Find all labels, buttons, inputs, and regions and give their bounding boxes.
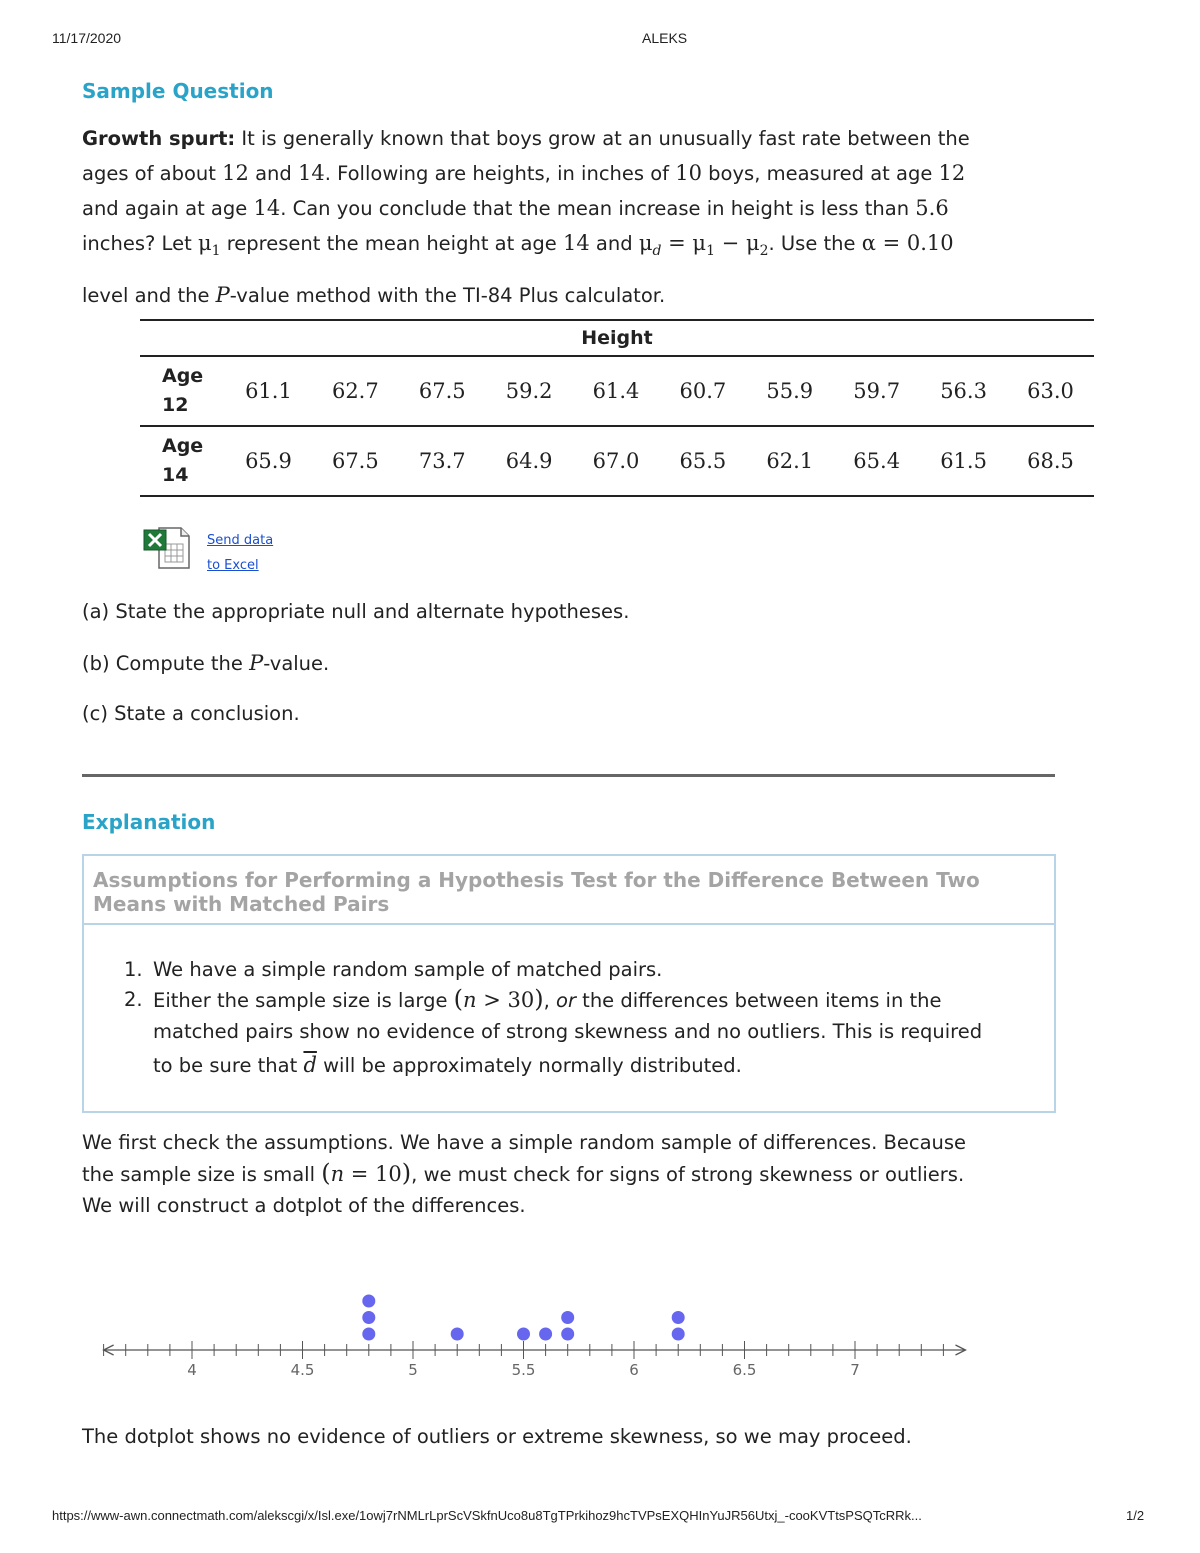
- assumptions-box-header: [84, 856, 1054, 925]
- d-bar-symbol: $\overline{d}$: [303, 1053, 317, 1077]
- tick-label: 4: [187, 1361, 197, 1379]
- data-point: [517, 1328, 530, 1341]
- question-line-4: inches? Let $\mu_1$ represent the mean height at age 14 and $\mu_d = \mu_1 - \mu_2$. Use the α = 0.10: [82, 231, 954, 259]
- data-point: [362, 1295, 375, 1308]
- question-b: (b) Compute the P-value.: [82, 651, 330, 675]
- list-item: We have a simple random sample of matched pairs.: [153, 958, 663, 981]
- assumption-check-paragraph: We first check the assumptions. We have a simple random sample of differences. Because the sample size is small (n = 10), we must check for signs of strong skewness or outliers. We will construct a dotplot of the differences.: [82, 1131, 967, 1217]
- height-table: [140, 319, 1094, 497]
- tick-label: 4.5: [290, 1361, 315, 1379]
- table-cell: 65.5: [659, 426, 746, 496]
- table-cell: 64.9: [486, 426, 573, 496]
- table-cell: 59.2: [486, 356, 573, 426]
- print-date: 11/17/2020: [52, 30, 122, 46]
- table-row: [140, 356, 1094, 426]
- section-divider: [82, 774, 1055, 777]
- table-cell: 62.1: [746, 426, 833, 496]
- row-label: Age 14: [140, 426, 225, 496]
- sample-question-heading: Sample Question: [82, 79, 274, 103]
- data-point: [362, 1311, 375, 1324]
- data-point: [539, 1328, 552, 1341]
- list-number: 1.: [124, 958, 143, 981]
- data-point: [561, 1328, 574, 1341]
- table-cell: 61.5: [920, 426, 1007, 496]
- table-cell: 61.4: [573, 356, 660, 426]
- table-cell: 68.5: [1007, 426, 1094, 496]
- question-line-5: level and the P-value method with the TI-84 Plus calculator.: [82, 283, 666, 307]
- data-point: [672, 1311, 685, 1324]
- table-cell: 55.9: [746, 356, 833, 426]
- table-cell: 62.7: [312, 356, 399, 426]
- question-text: [82, 122, 1052, 313]
- table-cell: 61.1: [225, 356, 312, 426]
- question-line-1: Growth spurt: It is generally known that boys grow at an unusually fast rate between the: [82, 127, 970, 150]
- table-cell: 60.7: [659, 356, 746, 426]
- question-label: Growth spurt:: [82, 127, 236, 150]
- question-c: (c) State a conclusion.: [82, 702, 300, 725]
- assumptions-box: [82, 854, 1056, 1113]
- tick-label: 5.5: [511, 1361, 536, 1379]
- dotplot-conclusion: The dotplot shows no evidence of outliers or extreme skewness, so we may proceed.: [82, 1425, 912, 1448]
- data-point: [561, 1311, 574, 1324]
- list-item: Either the sample size is large (n > 30), or the differences between items in the matched pairs show no evidence of strong skewness and no outliers. This is required to be sure that $\overline{d}$ will be approximately normally distributed.: [153, 985, 983, 1077]
- tick-label: 6: [629, 1361, 639, 1379]
- print-title: ALEKS: [642, 30, 688, 46]
- table-cell: 63.0: [1007, 356, 1094, 426]
- footer-page: 1/2: [1126, 1508, 1145, 1523]
- table-cell: 67.5: [312, 426, 399, 496]
- table-cell: 65.9: [225, 426, 312, 496]
- table-cell: 56.3: [920, 356, 1007, 426]
- table-cell: 67.0: [573, 426, 660, 496]
- list-number: 2.: [124, 988, 143, 1011]
- question-a: (a) State the appropriate null and alternate hypotheses.: [82, 600, 630, 623]
- explanation-heading: Explanation: [82, 810, 216, 834]
- tick-label: 5: [408, 1361, 418, 1379]
- table-cell: 67.5: [399, 356, 486, 426]
- tick-label: 6.5: [732, 1361, 757, 1379]
- data-point: [451, 1328, 464, 1341]
- question-line-2: ages of about 12 and 14. Following are heights, in inches of 10 boys, measured at age 12: [82, 161, 966, 185]
- data-point: [672, 1328, 685, 1341]
- table-header: Height: [140, 320, 1094, 356]
- table-cell: 65.4: [833, 426, 920, 496]
- question-line-3: and again at age 14. Can you conclude that the mean increase in height is less than 5.6: [82, 196, 949, 220]
- dotplot-chart: [76, 1285, 976, 1390]
- data-point: [362, 1328, 375, 1341]
- table-header-row: [140, 320, 1094, 356]
- table-row: [140, 426, 1094, 496]
- send-to-excel-link[interactable]: Send data to Excel: [207, 533, 274, 573]
- tick-label: 7: [850, 1361, 860, 1379]
- table-cell: 73.7: [399, 426, 486, 496]
- table-cell: 59.7: [833, 356, 920, 426]
- excel-icon[interactable]: [143, 526, 191, 570]
- assumptions-title: Assumptions for Performing a Hypothesis Test for the Difference Between Two Means with Matched Pairs: [93, 868, 980, 916]
- footer-url: https://www-awn.connectmath.com/alekscgi/x/Isl.exe/1owj7rNMLrLprScVSkfnUco8u8TgTPrkihoz9hcTVPsEXQHInYuJR56Utxj_-cooKVTtsPSQTcRRk...: [52, 1508, 922, 1523]
- row-label: Age 12: [140, 356, 225, 426]
